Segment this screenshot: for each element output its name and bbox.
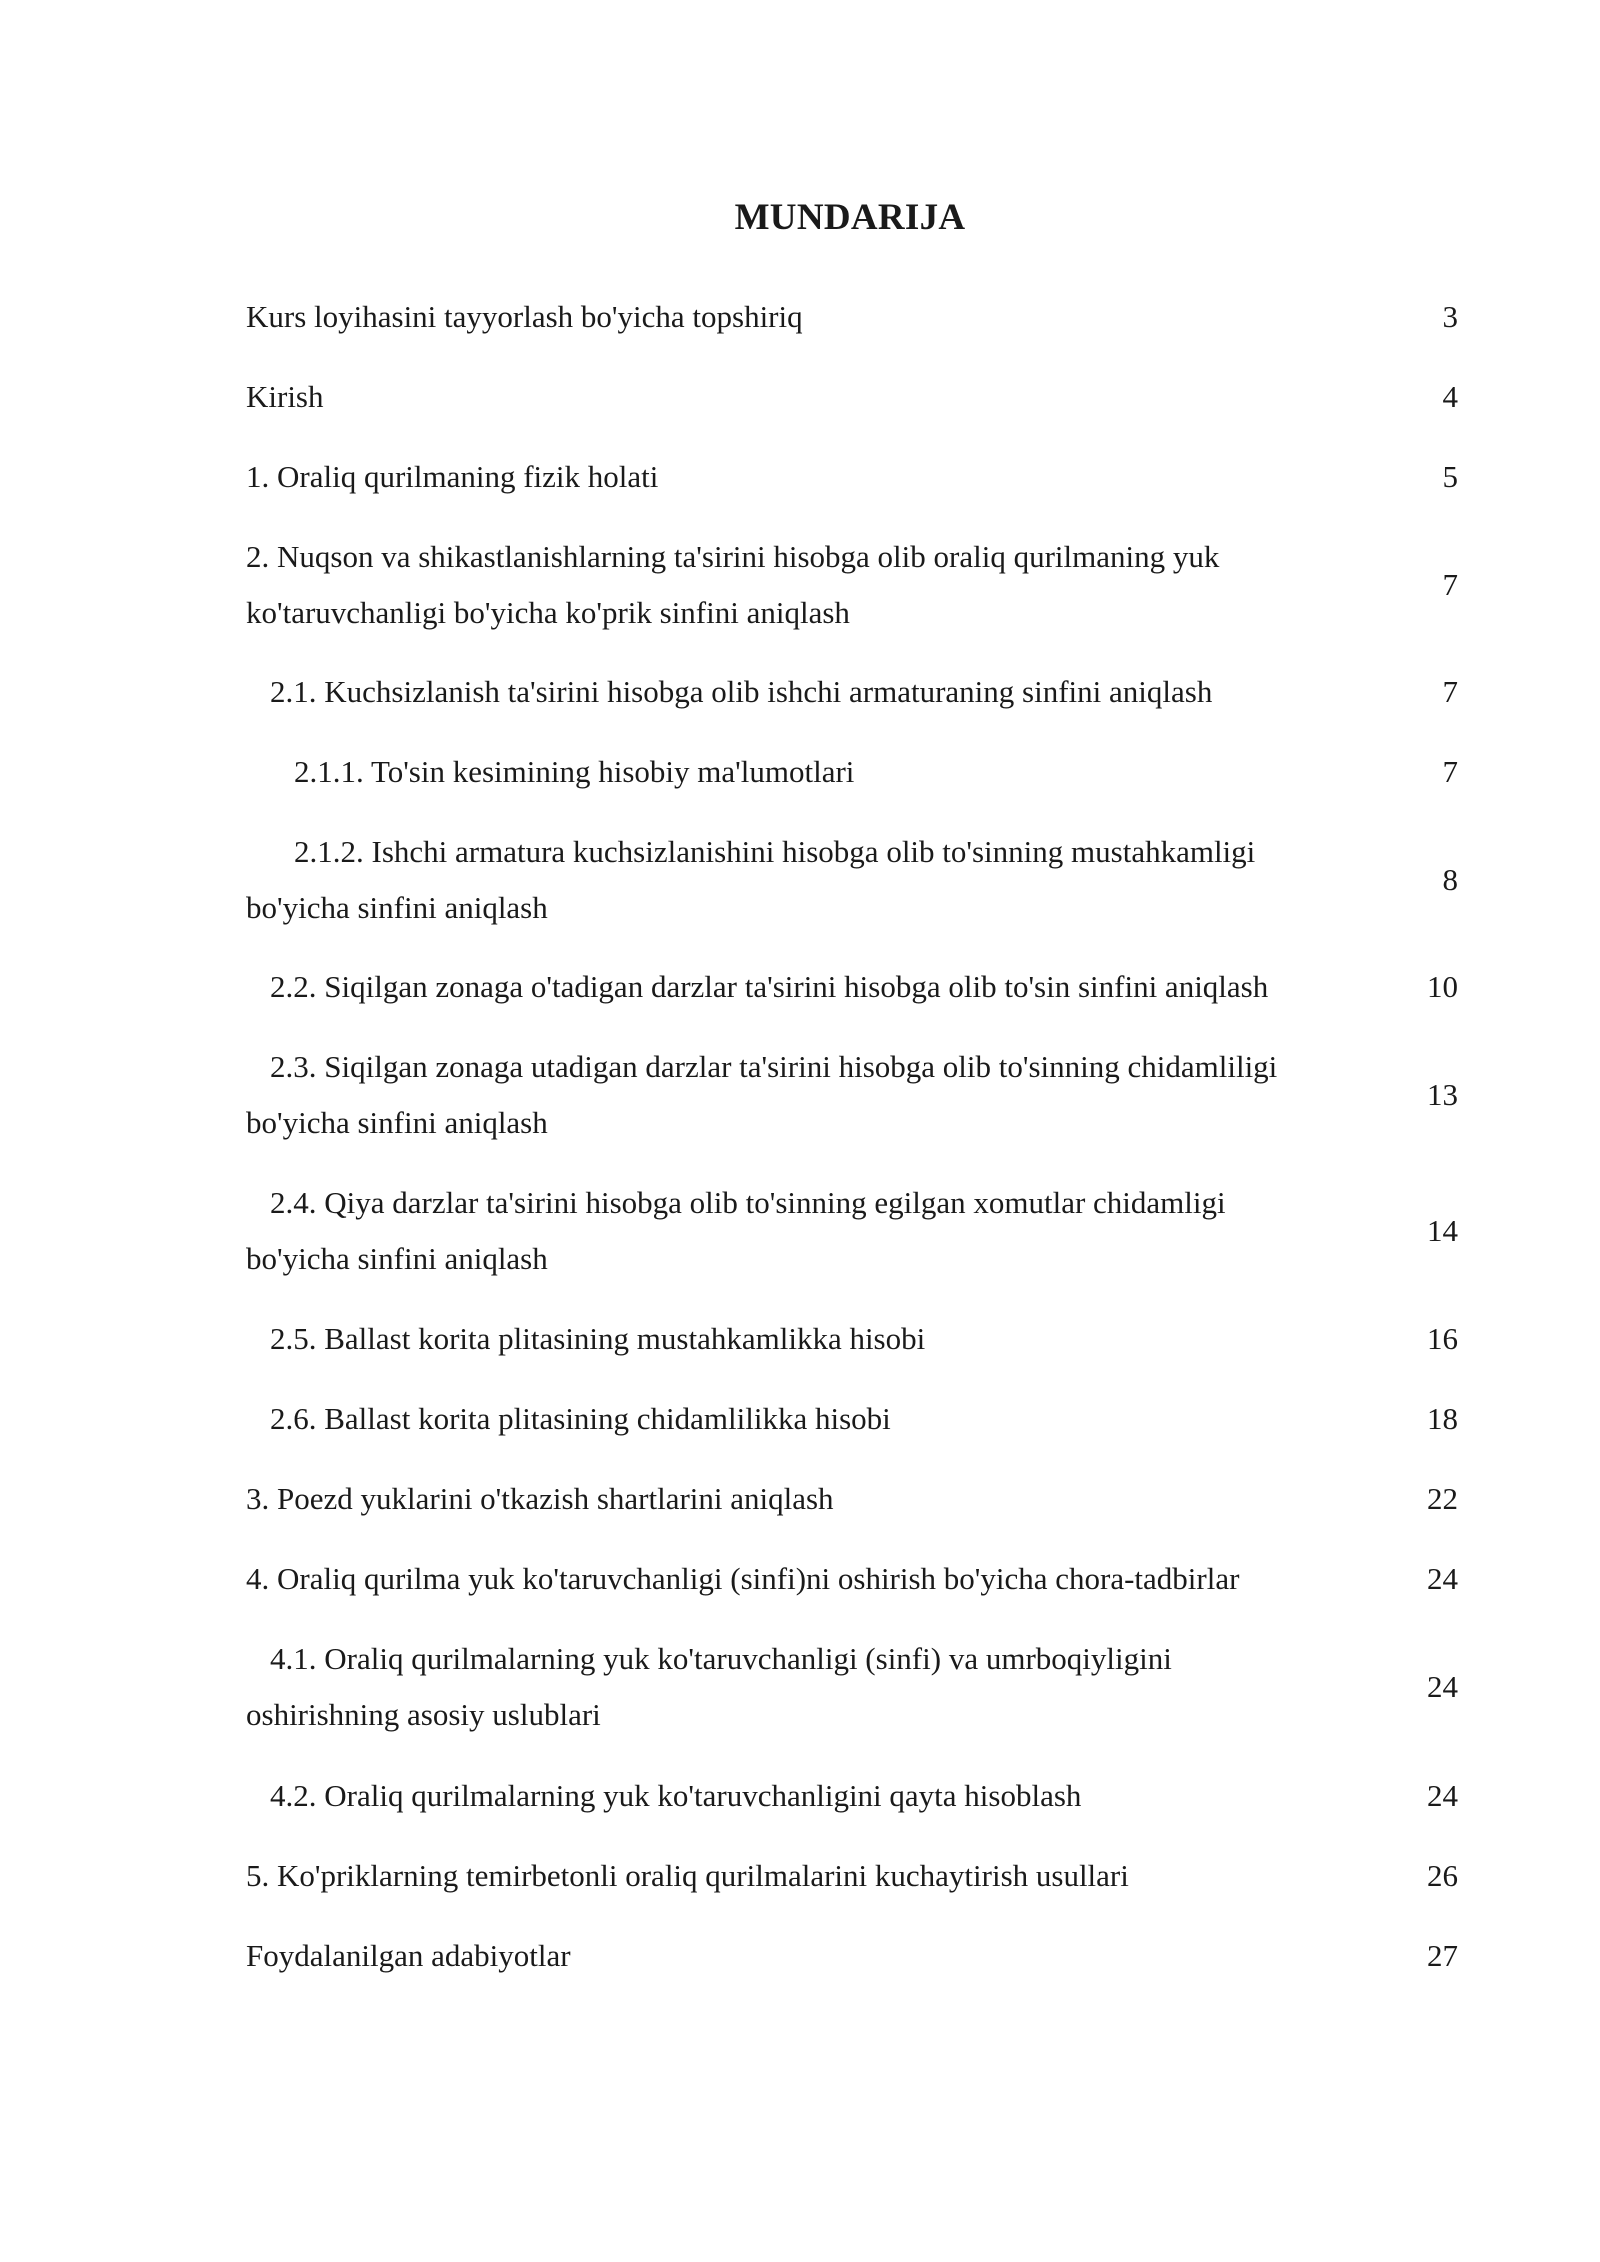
toc-entry-page: 24: [1427, 1561, 1458, 1596]
toc-entry-title-line: oshirishning asosiy uslublari: [246, 1697, 601, 1732]
toc-entry-title-line: 4. Oraliq qurilma yuk ko'taruvchanligi (sinfi)ni oshirish bo'yicha chora-tadbirlar: [246, 1561, 1240, 1596]
toc-entry-title: [246, 1039, 1346, 1151]
toc-entry-page: 3: [1442, 299, 1458, 334]
toc-entry-title-line: 5. Ko'priklarning temirbetonli oraliq qurilmalarini kuchaytirish usullari: [246, 1858, 1129, 1893]
toc-entry-page: 27: [1427, 1938, 1458, 1973]
toc-entry-page: 24: [1427, 1669, 1458, 1704]
toc-entry: [246, 369, 1458, 425]
toc-entry-title: [246, 1551, 1346, 1607]
toc-entry-page: 4: [1442, 379, 1458, 414]
toc-entry: [246, 1039, 1458, 1151]
toc-entry-page: 26: [1427, 1858, 1458, 1893]
toc-entry-title-line: 2.3. Siqilgan zonaga utadigan darzlar ta'sirini hisobga olib to'sinning chidamliligi: [270, 1049, 1278, 1084]
toc-entry-page: 7: [1442, 674, 1458, 709]
toc-entry: [246, 1631, 1458, 1743]
page-title: MUNDARIJA: [734, 197, 966, 238]
toc-entry-title-line: 4.2. Oraliq qurilmalarning yuk ko'taruvchanligini qayta hisoblash: [270, 1778, 1082, 1813]
toc-entry-title: [246, 959, 1346, 1015]
toc-entry-page: 24: [1427, 1778, 1458, 1813]
toc-entry-page: 10: [1427, 969, 1458, 1004]
toc-entry: [246, 1311, 1458, 1367]
toc-entry-title: [246, 1391, 1346, 1447]
toc-entry: [246, 824, 1458, 936]
toc-entry-title: [246, 1768, 1346, 1824]
toc-entry-title: [246, 529, 1346, 641]
toc-entry-page: 5: [1442, 459, 1458, 494]
toc-entry-title-line: ko'taruvchanligi bo'yicha ko'prik sinfini aniqlash: [246, 595, 850, 630]
toc-entry-title: [246, 664, 1346, 720]
toc-entry-title-line: Foydalanilgan adabiyotlar: [246, 1938, 571, 1973]
toc-entry-title: [246, 369, 1346, 425]
toc-entry-title: [246, 1175, 1346, 1287]
toc-entry-title-line: 2. Nuqson va shikastlanishlarning ta'sirini hisobga olib oraliq qurilmaning yuk: [246, 539, 1220, 574]
toc-entry-title-line: bo'yicha sinfini aniqlash: [246, 1241, 548, 1276]
toc-entry: [246, 1768, 1458, 1824]
toc-entry-title-line: bo'yicha sinfini aniqlash: [246, 1105, 548, 1140]
toc-entry-title: [246, 1848, 1346, 1904]
toc-entry: [246, 1551, 1458, 1607]
toc-entry-page: 16: [1427, 1321, 1458, 1356]
toc-entry-title-line: 4.1. Oraliq qurilmalarning yuk ko'taruvchanligi (sinfi) va umrboqiyligini: [270, 1641, 1172, 1676]
toc-entry-title-line: bo'yicha sinfini aniqlash: [246, 890, 548, 925]
toc-entry-page: 22: [1427, 1481, 1458, 1516]
toc-entry: [246, 1848, 1458, 1904]
toc-entry-title-line: 2.1. Kuchsizlanish ta'sirini hisobga olib ishchi armaturaning sinfini aniqlash: [270, 674, 1213, 709]
toc-entry-page: 8: [1442, 862, 1458, 897]
toc-entry-title-line: 2.6. Ballast korita plitasining chidamlilikka hisobi: [270, 1401, 891, 1436]
toc-entry-title-line: 2.4. Qiya darzlar ta'sirini hisobga olib to'sinning egilgan xomutlar chidamligi: [270, 1185, 1226, 1220]
toc-entry: [246, 1175, 1458, 1287]
toc-entry: [246, 744, 1458, 800]
toc-entry: [246, 289, 1458, 345]
toc-entry-title-line: 3. Poezd yuklarini o'tkazish shartlarini aniqlash: [246, 1481, 834, 1516]
toc-entry-title-line: 2.2. Siqilgan zonaga o'tadigan darzlar ta'sirini hisobga olib to'sin sinfini aniqlash: [270, 969, 1269, 1004]
toc-entry-title: [246, 744, 1346, 800]
toc-entry: [246, 529, 1458, 641]
toc-entry: [246, 1928, 1458, 1984]
toc-entry-title: [246, 824, 1346, 936]
toc-entry-title: [246, 1471, 1346, 1527]
toc-entry-page: 14: [1427, 1213, 1458, 1248]
toc-entry-page: 7: [1442, 754, 1458, 789]
toc-entry-title-line: 1. Oraliq qurilmaning fizik holati: [246, 459, 659, 494]
toc-entry: [246, 959, 1458, 1015]
toc-entry-title-line: 2.5. Ballast korita plitasining mustahkamlikka hisobi: [270, 1321, 926, 1356]
toc-entry-title: [246, 1928, 1346, 1984]
toc-entry-page: 13: [1427, 1077, 1458, 1112]
toc-entry-page: 7: [1442, 567, 1458, 602]
toc-entry: [246, 449, 1458, 505]
toc-entry: [246, 1391, 1458, 1447]
toc-entry: [246, 1471, 1458, 1527]
toc-entry-page: 18: [1427, 1401, 1458, 1436]
toc-entry-title: [246, 449, 1346, 505]
toc-entry-title-line: 2.1.2. Ishchi armatura kuchsizlanishini hisobga olib to'sinning mustahkamligi: [294, 834, 1256, 869]
toc-entry: [246, 664, 1458, 720]
toc-entry-title-line: 2.1.1. To'sin kesimining hisobiy ma'lumotlari: [294, 754, 855, 789]
toc-entry-title-line: Kurs loyihasini tayyorlash bo'yicha topshiriq: [246, 299, 803, 334]
toc-entry-title: [246, 1311, 1346, 1367]
toc-entry-title: [246, 1631, 1346, 1743]
toc-entry-title-line: Kirish: [246, 379, 324, 414]
toc-entry-title: [246, 289, 1346, 345]
